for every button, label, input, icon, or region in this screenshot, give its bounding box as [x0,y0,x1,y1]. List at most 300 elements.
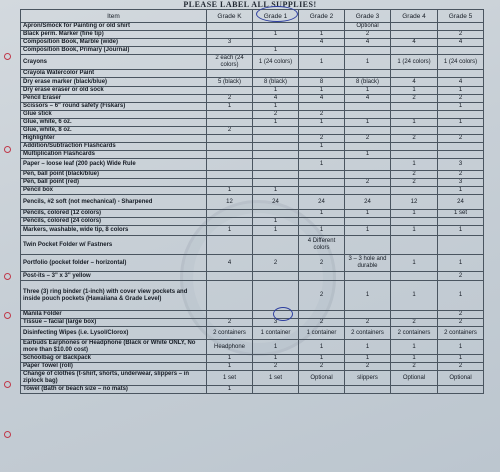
quantity-cell: 1 [299,119,345,127]
quantity-cell: 1 [299,87,345,95]
quantity-cell [299,386,345,394]
item-name-cell: Crayons [21,55,207,70]
quantity-cell: 2 [253,111,299,119]
quantity-cell [207,135,253,143]
table-row [21,111,484,119]
quantity-cell: 1 [207,363,253,371]
quantity-cell: 1 [391,119,438,127]
quantity-cell: 4 [438,39,484,47]
quantity-cell: 3 [253,319,299,327]
quantity-cell: 2 [391,363,438,371]
item-name-cell: Addition/Subtraction Flashcards [21,143,207,151]
quantity-cell: 2 [299,135,345,143]
checklist-mark-icon [4,273,11,280]
quantity-cell: 12 [391,195,438,210]
quantity-cell: 2 [438,272,484,281]
portfolio-circle-annotation [273,307,293,321]
quantity-cell [207,70,253,78]
quantity-cell: 1 [253,340,299,355]
table-row [21,171,484,179]
quantity-cell [299,311,345,319]
table-row [21,119,484,127]
quantity-cell: 1 [391,355,438,363]
quantity-cell: 1 [391,210,438,218]
quantity-cell [253,386,299,394]
quantity-cell [299,70,345,78]
item-name-cell: Three (3) ring binder (1-inch) with cover view pockets and inside pouch pockets (Hawaiiana & Grade Level) [21,281,207,311]
quantity-cell: 1 [438,226,484,236]
quantity-cell [207,111,253,119]
quantity-cell: 3 [438,159,484,171]
quantity-cell [391,386,438,394]
quantity-cell [299,127,345,135]
quantity-cell [438,47,484,55]
quantity-cell [253,171,299,179]
quantity-cell [299,272,345,281]
quantity-cell [438,111,484,119]
quantity-cell [207,47,253,55]
quantity-cell: 1 [438,255,484,272]
column-header: Grade 5 [438,10,484,23]
quantity-cell: 1 [438,87,484,95]
table-row [21,23,484,31]
quantity-cell [345,159,391,171]
column-header: Grade K [207,10,253,23]
quantity-cell: 1 [391,255,438,272]
quantity-cell: 1 [345,281,391,311]
quantity-cell [207,151,253,159]
quantity-cell: 3 – 3 hole and durable [345,255,391,272]
quantity-cell: 2 [438,171,484,179]
quantity-cell: Optional [438,371,484,386]
quantity-cell [299,171,345,179]
table-row [21,210,484,218]
item-name-cell: Multiplication Flashcards [21,151,207,159]
quantity-cell: 2 [345,319,391,327]
quantity-cell [299,179,345,187]
table-row [21,226,484,236]
column-header: Item [21,10,207,23]
quantity-cell: 2 [345,31,391,39]
quantity-cell [391,23,438,31]
checklist-mark-icon [4,53,11,60]
quantity-cell [207,218,253,226]
quantity-cell: 2 [207,319,253,327]
item-name-cell: Highlighter [21,135,207,143]
quantity-cell [207,87,253,95]
quantity-cell: Headphone [207,340,253,355]
quantity-cell: 1 [299,143,345,151]
quantity-cell [391,143,438,151]
item-name-cell: Pen, ball point (black/blue) [21,171,207,179]
quantity-cell [207,210,253,218]
item-name-cell: Schoolbag or Backpack [21,355,207,363]
quantity-cell [207,31,253,39]
item-name-cell: Paper Towel (roll) [21,363,207,371]
quantity-cell [391,127,438,135]
quantity-cell: 1 [299,159,345,171]
quantity-cell [207,281,253,311]
quantity-cell: 4 [345,95,391,103]
table-row [21,39,484,47]
table-row [21,272,484,281]
quantity-cell [391,218,438,226]
quantity-cell: 2 containers [438,327,484,340]
quantity-cell: 2 [253,255,299,272]
checklist-mark-icon [4,431,11,438]
quantity-cell [207,272,253,281]
quantity-cell [207,311,253,319]
quantity-cell: 2 [438,311,484,319]
quantity-cell [207,23,253,31]
quantity-cell: 4 [391,78,438,87]
quantity-cell: 1 [345,55,391,70]
quantity-cell [253,135,299,143]
quantity-cell: 1 [207,103,253,111]
quantity-cell: 1 [391,281,438,311]
quantity-cell: 2 [391,171,438,179]
table-row [21,87,484,95]
quantity-cell: 1 [207,386,253,394]
quantity-cell: 8 (black) [345,78,391,87]
quantity-cell: 2 [438,135,484,143]
quantity-cell: 4 [299,95,345,103]
quantity-cell [391,31,438,39]
quantity-cell: 2 containers [345,327,391,340]
table-row [21,179,484,187]
quantity-cell: 2 [345,363,391,371]
quantity-cell [345,218,391,226]
quantity-cell: 2 [253,363,299,371]
quantity-cell: 1 set [438,210,484,218]
quantity-cell: 8 [299,78,345,87]
item-name-cell: Paper – loose leaf (200 pack) Wide Rule [21,159,207,171]
quantity-cell: 1 [438,187,484,195]
quantity-cell [253,210,299,218]
quantity-cell: 1 [253,226,299,236]
quantity-cell [253,281,299,311]
quantity-cell [253,179,299,187]
quantity-cell: 1 [345,151,391,159]
quantity-cell: 2 [438,319,484,327]
item-name-cell: Markers, washable, wide tip, 8 colors [21,226,207,236]
table-row [21,135,484,143]
quantity-cell [207,236,253,255]
quantity-cell [345,127,391,135]
table-row [21,187,484,195]
quantity-cell: 2 [207,127,253,135]
quantity-cell: 1 [345,226,391,236]
quantity-cell [391,236,438,255]
quantity-cell [253,70,299,78]
quantity-cell: 1 container [299,327,345,340]
table-row [21,31,484,39]
quantity-cell: 3 [207,39,253,47]
item-name-cell: Pencils, colored (12 colors) [21,210,207,218]
quantity-cell: 1 [391,159,438,171]
quantity-cell [438,143,484,151]
quantity-cell [391,70,438,78]
quantity-cell: 1 [299,340,345,355]
item-name-cell: Glue, white, 6 oz. [21,119,207,127]
table-row [21,78,484,87]
quantity-cell: 24 [299,195,345,210]
table-row [21,195,484,210]
quantity-cell: 1 [299,31,345,39]
item-name-cell: Black perm. Marker (fine tip) [21,31,207,39]
column-header: Grade 4 [391,10,438,23]
header-row [21,10,484,23]
quantity-cell: 2 [438,31,484,39]
quantity-cell [299,187,345,195]
quantity-cell: 1 [253,31,299,39]
table-row [21,218,484,226]
quantity-cell [391,151,438,159]
item-name-cell: Scissors – 6" round safety (Fiskars) [21,103,207,111]
quantity-cell: 2 [391,95,438,103]
quantity-cell: 2 [391,135,438,143]
column-header: Grade 3 [345,10,391,23]
quantity-cell: 4 [299,39,345,47]
quantity-cell: 4 Different colors [299,236,345,255]
quantity-cell: 1 [253,47,299,55]
quantity-cell: 1 [438,103,484,111]
quantity-cell: 1 [438,355,484,363]
quantity-cell: 1 [345,340,391,355]
quantity-cell [391,47,438,55]
quantity-cell: 2 [391,319,438,327]
quantity-cell [391,103,438,111]
quantity-cell [438,70,484,78]
item-name-cell: Tissue – facial (large box) [21,319,207,327]
quantity-cell: 2 [299,319,345,327]
item-name-cell: Earbuds Earphones or Headphone (Black or White ONLY, No more than $10.00 cost) [21,340,207,355]
checklist-mark-icon [4,381,11,388]
table-row [21,386,484,394]
table-row [21,103,484,111]
quantity-cell: 1 [253,218,299,226]
item-name-cell: Post-its – 3" x 3" yellow [21,272,207,281]
quantity-cell [299,103,345,111]
quantity-cell: 1 [345,87,391,95]
item-name-cell: Pen, ball point (red) [21,179,207,187]
quantity-cell: 1 [253,355,299,363]
table-row [21,55,484,70]
quantity-cell [299,47,345,55]
quantity-cell: 4 [253,95,299,103]
quantity-cell [438,386,484,394]
quantity-cell: 24 [438,195,484,210]
quantity-cell: 1 (24 colors) [391,55,438,70]
quantity-cell: 1 [391,87,438,95]
quantity-cell [345,386,391,394]
quantity-cell [253,159,299,171]
quantity-cell: 1 [207,355,253,363]
quantity-cell [299,218,345,226]
quantity-cell [207,171,253,179]
quantity-cell [253,23,299,31]
table-row [21,95,484,103]
table-row [21,355,484,363]
quantity-cell [391,272,438,281]
quantity-cell: 1 [438,340,484,355]
quantity-cell: 1 [345,355,391,363]
quantity-cell: slippers [345,371,391,386]
quantity-cell: 1 [299,355,345,363]
quantity-cell: 1 [253,187,299,195]
item-name-cell: Manila Folder [21,311,207,319]
table-row [21,127,484,135]
item-name-cell: Dry erase marker (black/blue) [21,78,207,87]
quantity-cell [391,111,438,119]
quantity-cell: 1 [207,226,253,236]
quantity-cell [207,143,253,151]
quantity-cell: 1 [207,187,253,195]
quantity-cell [438,127,484,135]
quantity-cell: 2 [299,363,345,371]
quantity-cell: 1 (24 colors) [438,55,484,70]
quantity-cell [207,159,253,171]
table-row [21,340,484,355]
quantity-cell [345,311,391,319]
quantity-cell: 1 [253,103,299,111]
quantity-cell [438,151,484,159]
quantity-cell [253,127,299,135]
item-name-cell: Towel (Bath or beach size – no mats) [21,386,207,394]
quantity-cell: 2 [299,281,345,311]
quantity-cell [438,23,484,31]
quantity-cell [345,272,391,281]
item-name-cell: Pencil box [21,187,207,195]
quantity-cell: 2 [438,363,484,371]
quantity-cell: 1 [345,210,391,218]
quantity-cell: 1 [391,340,438,355]
quantity-cell [207,119,253,127]
quantity-cell [299,151,345,159]
quantity-cell [345,111,391,119]
table-row [21,159,484,171]
page-heading: PLEASE LABEL ALL SUPPLIES! [183,0,317,9]
quantity-cell: 1 container [253,327,299,340]
quantity-cell [253,143,299,151]
quantity-cell: 2 [345,135,391,143]
column-header: Grade 2 [299,10,345,23]
table-row [21,319,484,327]
quantity-cell [438,218,484,226]
item-name-cell: Portfolio (pocket folder – horizontal) [21,255,207,272]
quantity-cell [391,311,438,319]
item-name-cell: Apron/Smock for Painting or old shirt [21,23,207,31]
quantity-cell: 1 set [207,371,253,386]
item-name-cell: Composition Book, Primary (Journal) [21,47,207,55]
item-name-cell: Dry erase eraser or old sock [21,87,207,95]
quantity-cell [253,236,299,255]
quantity-cell: 24 [345,195,391,210]
quantity-cell: 1 (24 colors) [253,55,299,70]
quantity-cell: 1 set [253,371,299,386]
quantity-cell [345,70,391,78]
item-name-cell: Pencils, colored (24 colors) [21,218,207,226]
quantity-cell: 2 [207,95,253,103]
quantity-cell: 2 [438,95,484,103]
table-row [21,70,484,78]
quantity-cell: 4 [438,78,484,87]
quantity-cell: 12 [207,195,253,210]
item-name-cell: Pencils, #2 soft (not mechanical) - Sharpened [21,195,207,210]
quantity-cell [345,103,391,111]
table-row [21,151,484,159]
table-row [21,255,484,272]
table-row [21,311,484,319]
quantity-cell: Optional [391,371,438,386]
quantity-cell: 1 [299,55,345,70]
quantity-cell: 2 containers [207,327,253,340]
item-name-cell: Change of clothes (t-shirt, shorts, underwear, slippers – in ziplock bag) [21,371,207,386]
quantity-cell [345,47,391,55]
quantity-cell: 4 [391,39,438,47]
quantity-cell: 2 [391,179,438,187]
supply-table [20,9,484,394]
quantity-cell: 1 [345,119,391,127]
table-row [21,47,484,55]
quantity-cell [345,187,391,195]
quantity-cell: 1 [391,226,438,236]
table-row [21,143,484,151]
item-name-cell: Disinfecting Wipes (i.e. Lysol/Clorox) [21,327,207,340]
checklist-mark-icon [4,312,11,319]
item-name-cell: Pencil Eraser [21,95,207,103]
quantity-cell: 5 (black) [207,78,253,87]
table-row [21,371,484,386]
item-name-cell: Crayola Watercolor Paint [21,70,207,78]
table-row [21,281,484,311]
quantity-cell: 1 [438,119,484,127]
item-name-cell: Twin Pocket Folder w/ Fastners [21,236,207,255]
quantity-cell [391,187,438,195]
item-name-cell: Composition Book, Marble (wide) [21,39,207,47]
quantity-cell: Optional [345,23,391,31]
table-row [21,236,484,255]
quantity-cell: 2 [345,179,391,187]
quantity-cell: 8 (black) [253,78,299,87]
checklist-mark-icon [4,146,11,153]
quantity-cell: 1 [299,210,345,218]
table-row [21,327,484,340]
quantity-cell: 1 [253,87,299,95]
item-name-cell: Glue stick [21,111,207,119]
quantity-cell: 2 containers [391,327,438,340]
quantity-cell: 2 each (24 colors) [207,55,253,70]
quantity-cell: 1 [438,281,484,311]
quantity-cell: 2 [299,255,345,272]
quantity-cell: Optional [299,371,345,386]
quantity-cell [345,143,391,151]
quantity-cell [253,272,299,281]
column-header: Grade 1 [253,10,299,23]
quantity-cell [345,236,391,255]
quantity-cell: 4 [207,255,253,272]
quantity-cell [207,179,253,187]
grade-1-circle-annotation [256,6,298,22]
quantity-cell [345,171,391,179]
quantity-cell: 4 [345,39,391,47]
quantity-cell [253,39,299,47]
quantity-cell [438,236,484,255]
quantity-cell: 1 [253,119,299,127]
item-name-cell: Glue, white, 8 oz. [21,127,207,135]
quantity-cell: 3 [438,179,484,187]
quantity-cell [299,23,345,31]
